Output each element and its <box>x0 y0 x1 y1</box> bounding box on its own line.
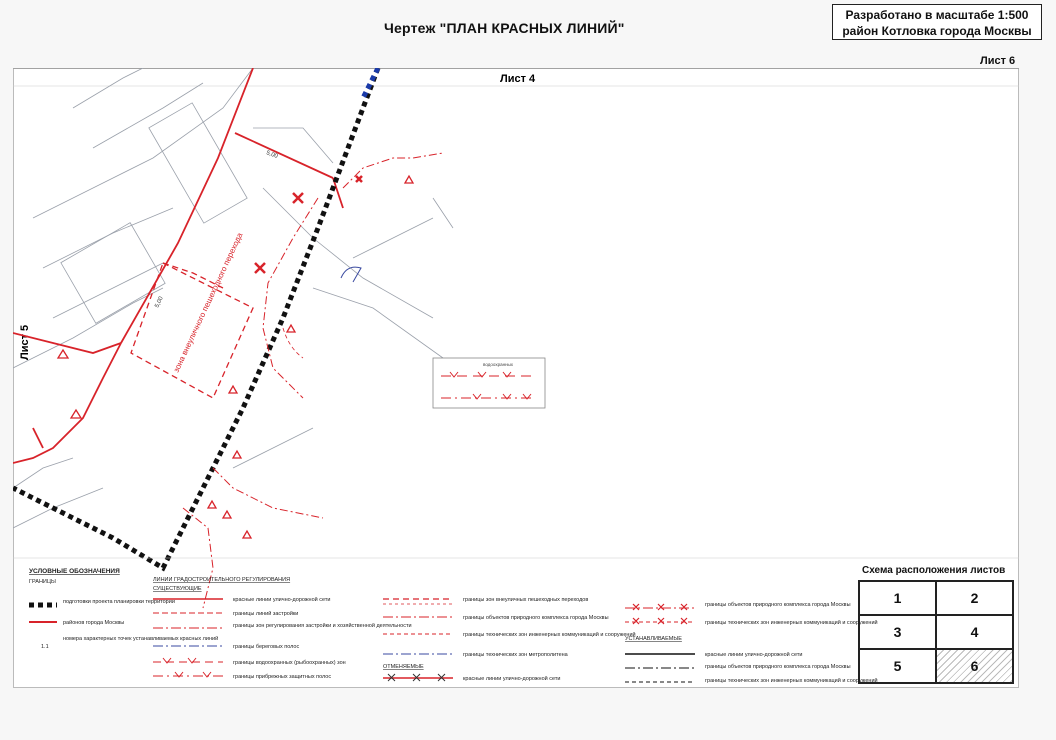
legend-item-district-boundary <box>29 619 124 626</box>
red-line-point-markers <box>58 176 413 538</box>
sheet-label-left: Лист 5 <box>19 324 31 360</box>
legend-item-cancel-natural <box>625 602 851 610</box>
legend-item-engineering-zones <box>383 631 636 638</box>
dimension-label: 5,00 <box>154 295 165 309</box>
sheet-label-right: Лист 6 <box>980 55 1016 67</box>
legend-item-coastal-strips <box>153 672 331 680</box>
svg-text:красные линии улично-дорожной: красные линии улично-дорожной сети <box>463 676 561 682</box>
legend-item-set-red <box>625 651 802 658</box>
svg-text:границы технических зон инжене: границы технических зон инженерных коммуникаций и сооружений <box>463 632 636 638</box>
svg-text:границы береговых полос: границы береговых полос <box>233 644 300 650</box>
legend-set-head: УСТАНАВЛИВАЕМЫЕ <box>625 636 682 642</box>
blue-annotation <box>341 267 361 282</box>
legend-item-existing-red <box>153 596 330 603</box>
inset-label: водоохранных <box>483 362 514 367</box>
natural-complex-boundary <box>183 153 443 608</box>
svg-text:границы зон внеуличных пешеход: границы зон внеуличных пешеходных переходов <box>463 597 589 603</box>
svg-text:подготовки проекта планировки: подготовки проекта планировки территории <box>63 599 175 605</box>
base-map-lines <box>13 68 453 528</box>
svg-text:границы объектов природного ко: границы объектов природного комплекса города Москвы <box>705 664 851 670</box>
stamp-scale: Разработано в масштабе 1:500 <box>845 8 1029 22</box>
legend-item-water-zones <box>153 658 346 666</box>
scheme-cell-6-active: 6 <box>936 649 1013 683</box>
scheme-cell-3: 3 <box>859 615 936 649</box>
legend-item-cancelled-red <box>383 674 560 682</box>
sheet-label-top: Лист 4 <box>500 73 536 85</box>
legend <box>29 568 878 684</box>
svg-text:границы технических зон метроп: границы технических зон метрополитена <box>463 652 568 658</box>
scale-stamp <box>832 4 1042 40</box>
sheet-scheme-title: Схема расположения листов <box>862 565 1006 576</box>
sheet-scheme-grid <box>858 580 1014 684</box>
svg-text:красные линии улично-дорожной: красные линии улично-дорожной сети <box>233 597 331 603</box>
legend-item-point-numbers <box>41 635 218 650</box>
svg-text:1.1: 1.1 <box>41 644 49 650</box>
legend-cancel-head: ОТМЕНЯЕМЫЕ <box>383 664 424 670</box>
legend-item-regulation-zones <box>153 622 412 629</box>
legend-item-cancel-engineering <box>625 618 878 626</box>
svg-text:номера характерных точек устан: номера характерных точек устанавливаемых красных линий <box>63 636 219 642</box>
legend-item-building-lines <box>153 610 298 617</box>
legend-item-set-natural <box>625 664 851 670</box>
legend-boundaries-head: ГРАНИЦЫ <box>29 579 56 585</box>
scheme-cell-4: 4 <box>936 615 1013 649</box>
legend-lines-head: ЛИНИИ ГРАДОСТРОИТЕЛЬНОГО РЕГУЛИРОВАНИЯ <box>153 577 291 583</box>
legend-item-pedestrian-zones <box>383 597 588 604</box>
drawing-title: Чертеж "ПЛАН КРАСНЫХ ЛИНИЙ" <box>384 20 625 36</box>
legend-item-natural-objects <box>383 615 609 621</box>
scheme-cell-1: 1 <box>859 581 936 615</box>
pedestrian-zone-label: зона внеуличного пешеходного перехода <box>171 231 245 374</box>
legend-existing-head: СУЩЕСТВУЮЩИЕ <box>153 586 202 592</box>
scheme-cell-5: 5 <box>859 649 936 683</box>
dimension-label: 5,00 <box>265 150 279 160</box>
svg-text:границы технических зон инжене: границы технических зон инженерных коммуникаций и сооружений <box>705 620 878 626</box>
legend-item-metro-zones <box>383 652 569 658</box>
svg-text:красные линии улично-дорожной: красные линии улично-дорожной сети <box>705 652 803 658</box>
svg-text:границы водоохранных (рыбоохра: границы водоохранных (рыбоохранных) зон <box>233 660 346 666</box>
svg-text:границы объектов природного ко: границы объектов природного комплекса города Москвы <box>705 602 851 608</box>
legend-item-project-boundary <box>29 599 175 605</box>
legend-item-set-engineering <box>625 677 878 684</box>
svg-text:границы технических зон инжене: границы технических зон инженерных коммуникаций и сооружений <box>705 678 878 684</box>
svg-text:границы прибрежных защитных по: границы прибрежных защитных полос <box>233 674 332 680</box>
svg-text:границы зон регулирования заст: границы зон регулирования застройки и хозяйственной деятельности <box>233 623 412 629</box>
scheme-cell-2: 2 <box>936 581 1013 615</box>
svg-text:районов города Москвы: районов города Москвы <box>63 620 125 626</box>
legend-item-shore-strips <box>153 644 299 650</box>
stamp-district: район Котловка города Москвы <box>842 24 1032 38</box>
svg-text:границы линий застройки: границы линий застройки <box>233 611 299 617</box>
district-boundary-line <box>363 68 378 98</box>
svg-text:границы объектов природного ко: границы объектов природного комплекса города Москвы <box>463 615 609 621</box>
legend-title: УСЛОВНЫЕ ОБОЗНАЧЕНИЯ <box>29 568 120 575</box>
